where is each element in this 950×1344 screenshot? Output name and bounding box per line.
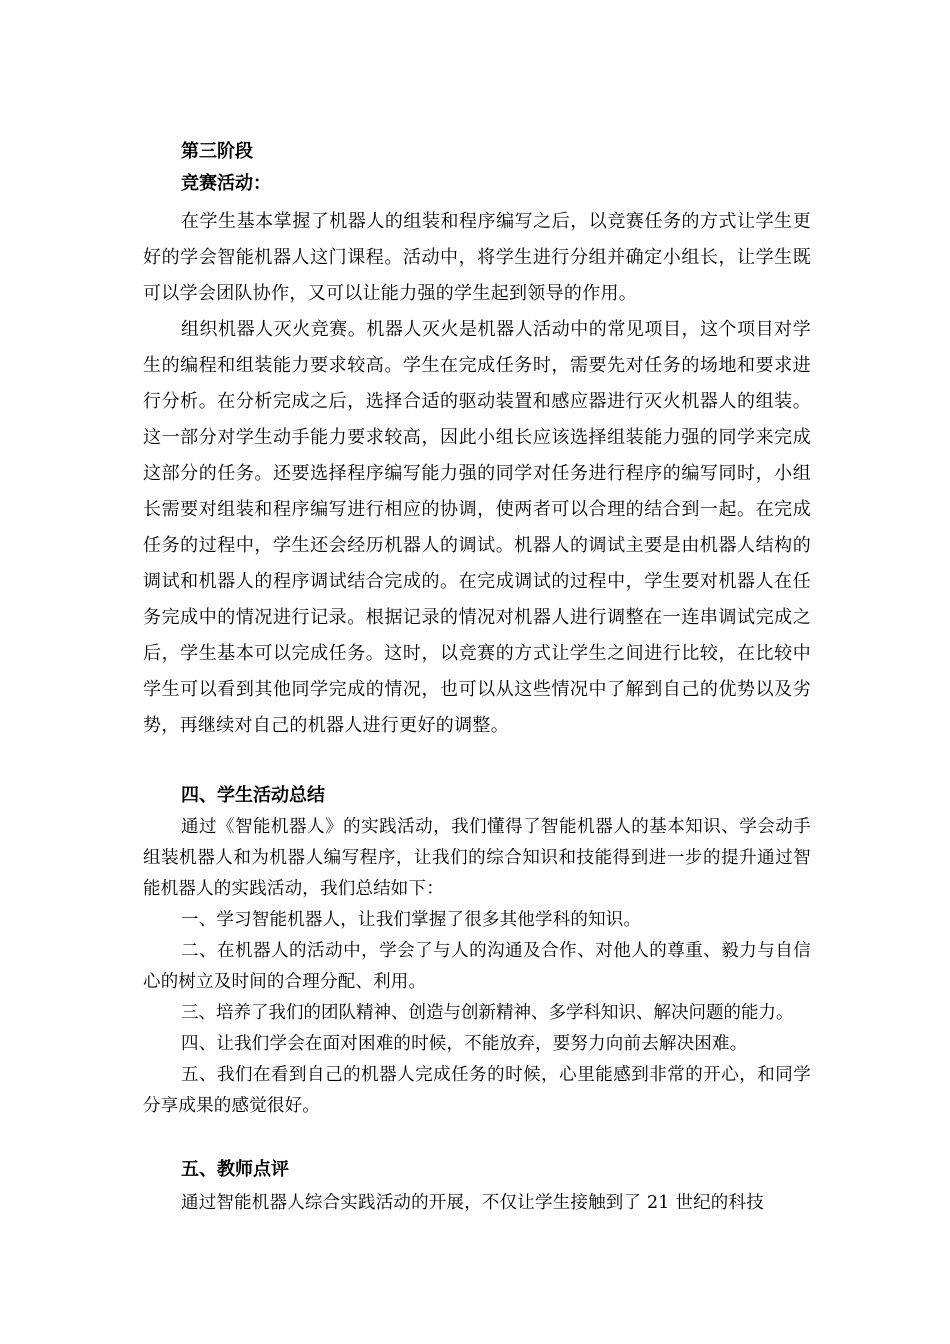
stage-title: 第三阶段: [181, 141, 253, 162]
paragraph: 组织机器人灭火竞赛。机器人灭火是机器人活动中的常见项目，这个项目对学生的编程和组装能力要求较高。学生在完成任务时，需要先对任务的场地和要求进行分析。在分析完成之后，选择合适的驱动装置和感应器进行灭火机器人的组装。这一部分对学生动手能力要求较高，因此小组长应该选择组装能力强的同学来完成这部分的任务。还要选择程序编写能力强的同学对任务进行程序的编写同时，小组长需要对组装和程序编写进行相应的协调，使两者可以合理的结合到一起。在完成任务的过程中，学生还会经历机器人的调试。机器人的调试主要是由机器人结构的调试和机器人的程序调试结合完成的。在完成调试的过程中，学生要对机器人在任务完成中的情况进行记录。根据记录的情况对机器人进行调整在一连串调试完成之后，学生基本可以完成任务。这时，以竞赛的方式让学生之间进行比较，在比较中学生可以看到其他同学完成的情况，也可以从这些情况中了解到自己的优势以及劣势，再继续对自己的机器人进行更好的调整。: [143, 319, 811, 736]
document-body: [143, 136, 811, 1219]
summary-item: 三、培养了我们的团队精神、创造与创新精神、多学科知识、解决问题的能力。: [181, 1003, 794, 1023]
section-competition: [143, 136, 811, 744]
section-title: 四、学生活动总结: [181, 785, 325, 806]
section-title: 五、教师点评: [181, 1159, 289, 1180]
competition-subtitle: 竞赛活动：: [181, 173, 271, 194]
summary-item: 四、让我们学会在面对困难的时候，不能放弃，要努力向前去解决困难。: [181, 1034, 748, 1054]
paragraph: 在学生基本掌握了机器人的组装和程序编写之后，以竞赛任务的方式让学生更好的学会智能机器人这门课程。活动中，将学生进行分组并确定小组长，让学生既可以学会团队协作，又可以让能力强的学生起到领导的作用。: [143, 211, 811, 304]
summary-item: 二、在机器人的活动中，学会了与人的沟通及合作、对他人的尊重、毅力与自信心的树立及时间的合理分配、利用。: [143, 941, 811, 992]
summary-intro: 通过《智能机器人》的实践活动，我们懂得了智能机器人的基本知识、学会动手组装机器人和为机器人编写程序，让我们的综合知识和技能得到进一步的提升通过智能机器人的实践活动，我们总结如下：: [143, 817, 811, 899]
teacher-comment-text: 通过智能机器人综合实践活动的开展，不仅让学生接触到了 21 世纪的科技: [181, 1193, 764, 1213]
summary-item: 五、我们在看到自己的机器人完成任务的时候，心里能感到非常的开心，和同学分享成果的感觉很好。: [143, 1065, 811, 1116]
section-teacher-comment: [143, 1154, 811, 1219]
summary-item: 一、学习智能机器人，让我们掌握了很多其他学科的知识。: [181, 910, 642, 930]
section-student-summary: [143, 780, 811, 1122]
